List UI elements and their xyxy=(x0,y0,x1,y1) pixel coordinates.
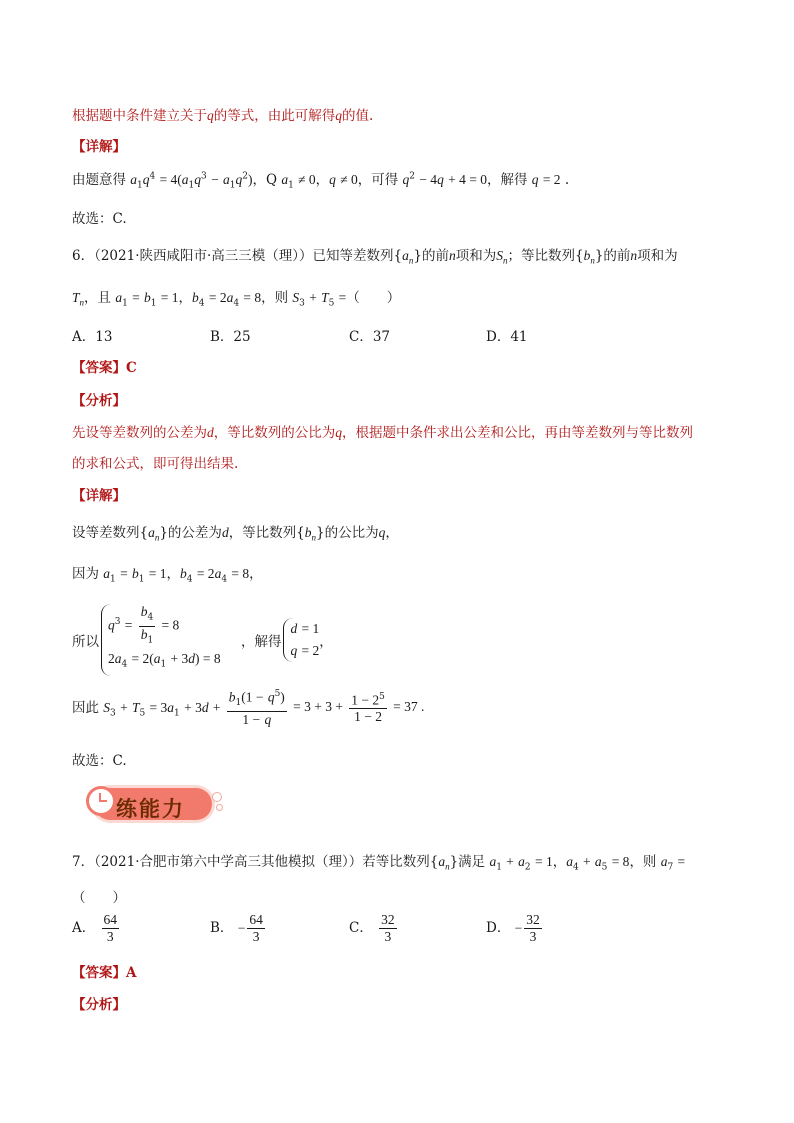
detail-header-q5: 【详解】 xyxy=(72,139,126,155)
badge-label: 练能力 xyxy=(116,797,185,821)
detail-line-q5: 由题意得 $a_1q^4 = 4(a_1q^3 - a_1q^2)$，Q $a_1 \ne 0$，q ≠ 0，可得 $q^2 - 4q + 4 = 0$，解得 q = 2 . xyxy=(72,171,570,191)
q6-choice-line: 故选：C. xyxy=(72,753,127,769)
q6-stem-line2: $T_n$，且 $a_1 = b_1 = 1$，$b_4 = 2a_4 = 8$，则 $S_3 + T_5$ =（ ） xyxy=(72,290,401,309)
practice-badge xyxy=(86,782,226,828)
q6-option-a: A．13 xyxy=(72,329,113,345)
analysis-text-q5: 根据题中条件建立关于q的等式，由此可解得q的值. xyxy=(72,108,374,124)
q7-option-a: A． $\frac{64}{3}$ xyxy=(72,912,118,944)
q7-analysis-header: 【分析】 xyxy=(72,997,126,1013)
solve-brace: d = 1 q = 2 xyxy=(283,618,319,662)
q6-detail-line2: 因为 $a_1 = b_1 = 1$，$b_4 = 2a_4 = 8$， xyxy=(72,566,263,585)
q6-option-c: C．37 xyxy=(349,329,391,345)
choice-line-q5: 故选：C. xyxy=(72,211,127,227)
q7-option-d: D． − $\frac{32}{3}$ xyxy=(486,912,540,944)
q6-detail-header: 【详解】 xyxy=(72,488,126,504)
q6-sum-line: 因此 $S_3 + T_5 = 3a_1 + 3d$ + $\frac{b_1(1 - q^5)}{1 - q}$ = 3 + 3 + $\frac{1 - 2^5}{1 - 2}$ = 37 . xyxy=(72,686,424,728)
q6-analysis-header: 【分析】 xyxy=(72,393,126,409)
q7-option-b: B． − $\frac{64}{3}$ xyxy=(210,912,263,944)
system-brace: $q^3$ = $\frac{b_4}{b_1}$ = 8 $2a_4 = 2(a_1 + 3d) = 8$ xyxy=(101,604,221,676)
q7-option-c: C． $\frac{32}{3}$ xyxy=(349,912,395,944)
system-prefix: 所以 xyxy=(72,634,99,651)
q6-analysis-line2: 的求和公式，即可得出结果. xyxy=(72,456,239,472)
q6-answer: 【答案】C xyxy=(72,360,137,376)
q6-analysis-line1: 先设等差数列的公差为d，等比数列的公比为q，根据题中条件求出公差和公比，再由等差数列与等比数列 xyxy=(72,425,693,441)
clock-icon xyxy=(86,786,116,816)
q7-answer: 【答案】A xyxy=(72,965,137,981)
solve-prefix: ，解得 xyxy=(240,634,282,651)
q7-stem-line1: 7．（2021·合肥市第六中学高三其他模拟（理））若等比数列$\{a_n\}$满足 $a_1 + a_2 = 1$，$a_4 + a_5 = 8$，则 $a_7$ = xyxy=(72,854,686,873)
q6-stem-line1: 6．（2021·陕西咸阳市·高三三模（理））已知等差数列$\{a_n\}$的前n项和为$S_n$；等比数列$\{b_n\}$的前n项和为 xyxy=(72,248,678,266)
q6-system: 所以 $q^3$ = $\frac{b_4}{b_1}$ = 8 $2a_4 = 2(a_1 + 3d) = 8$ ，解得 d = 1 q = 2 ， xyxy=(72,604,333,676)
q6-option-d: D．41 xyxy=(486,329,528,345)
q6-detail-line1: 设等差数列$\{a_n\}$的公差为d，等比数列$\{b_n\}$的公比为q， xyxy=(72,525,399,543)
q6-option-b: B．25 xyxy=(210,329,251,345)
q7-stem-line2: （ ） xyxy=(72,890,126,906)
